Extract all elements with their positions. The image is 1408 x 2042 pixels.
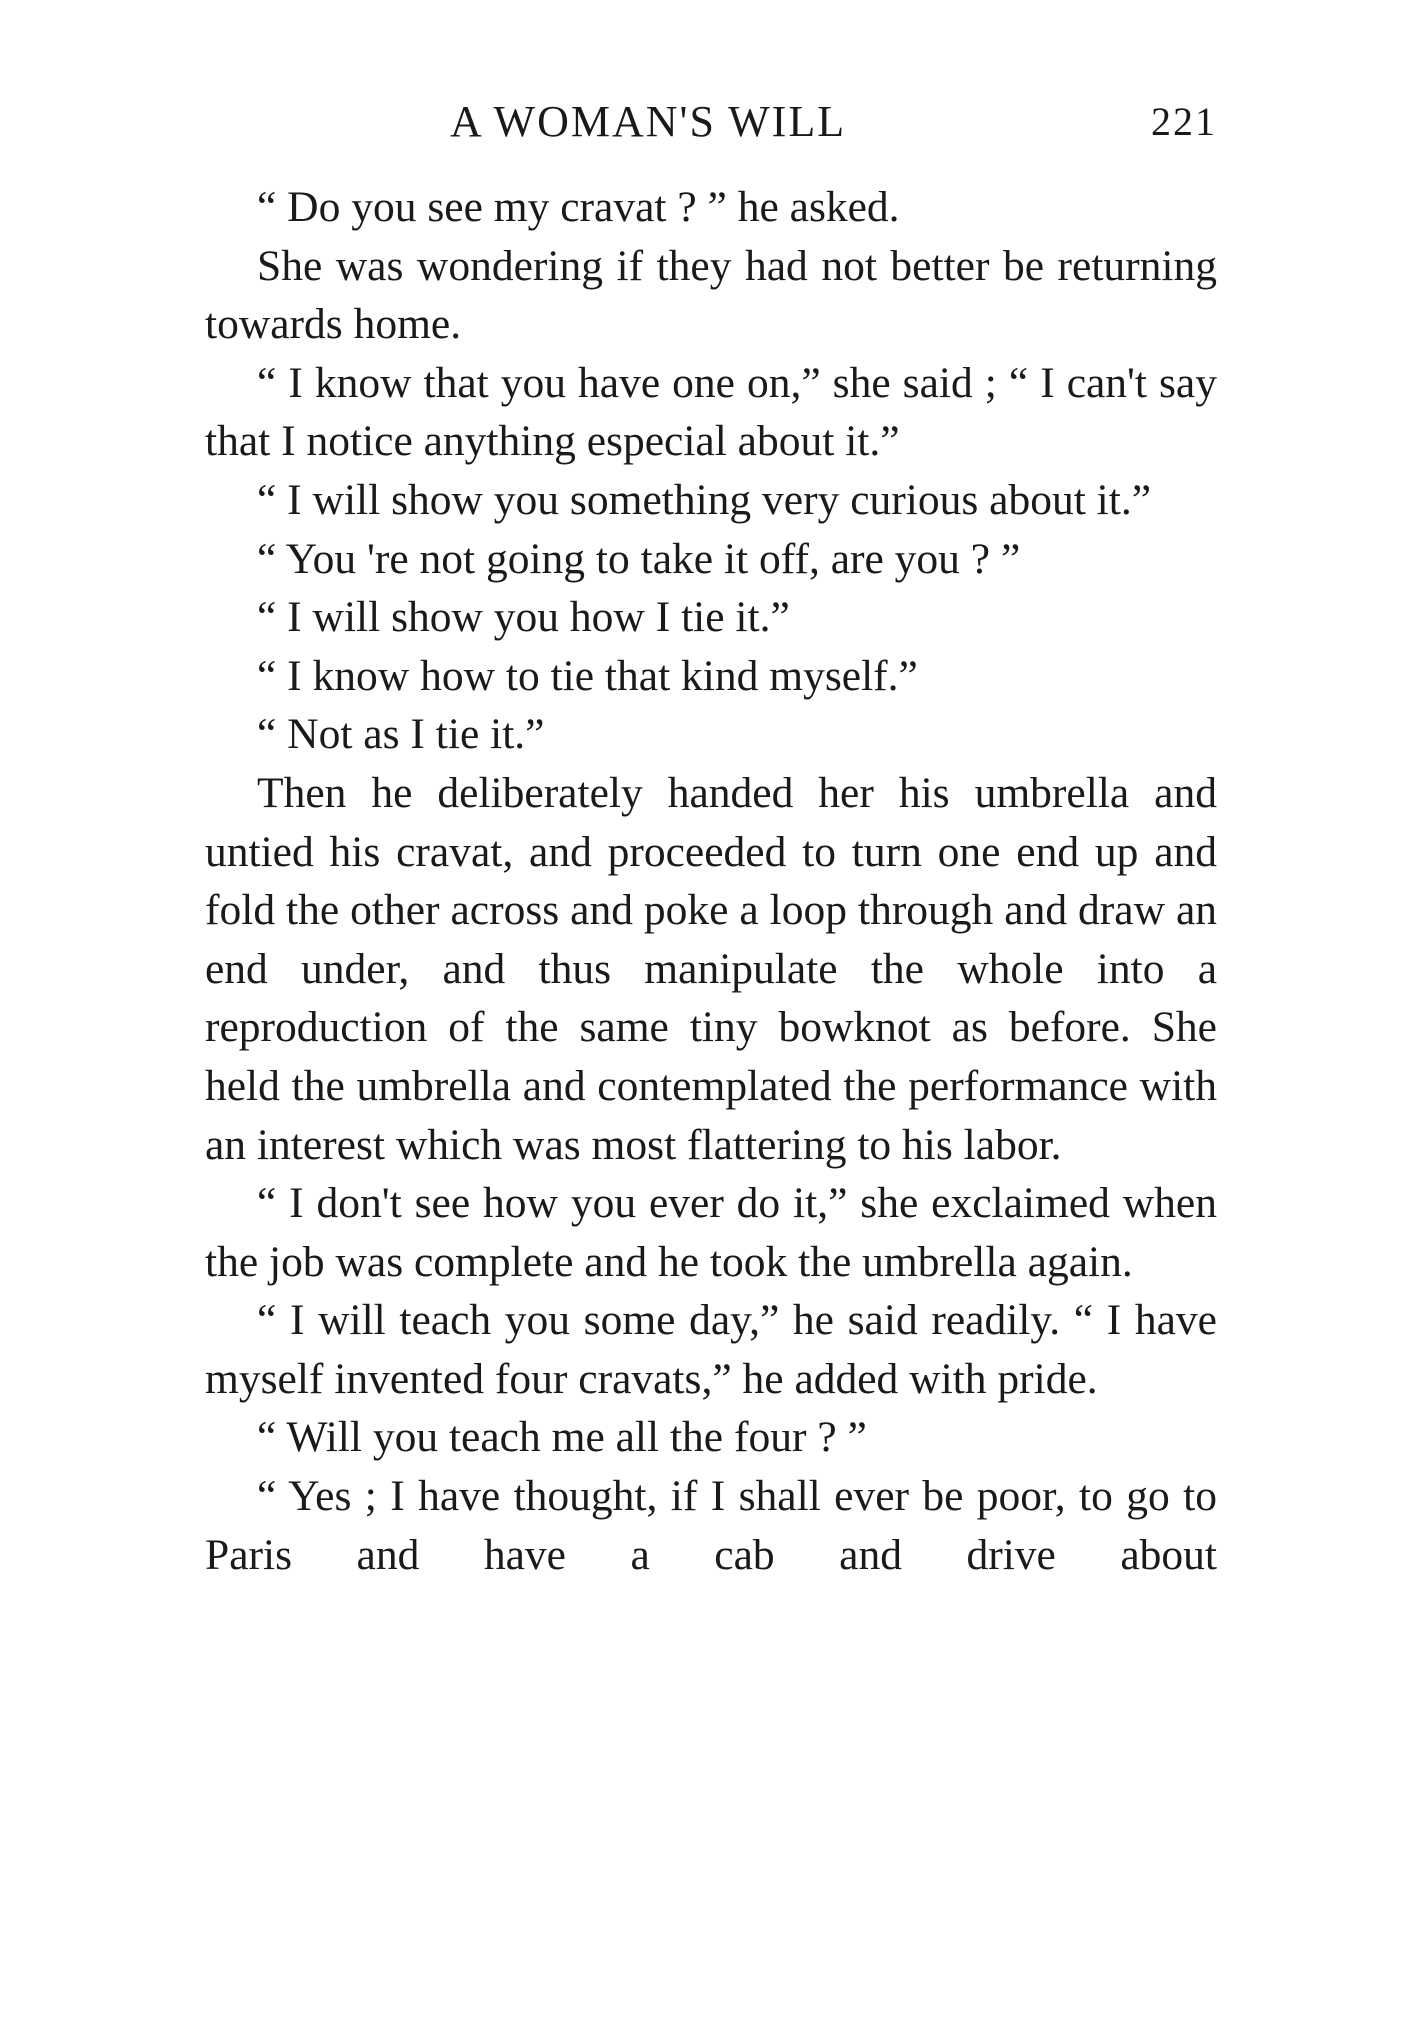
paragraph: “ Will you teach me all the four ? ” xyxy=(257,1413,867,1462)
paragraph: “ I don't see how you ever do it,” she exclaimed when the job was complete and he took the umbrella again. xyxy=(205,1179,1217,1286)
paragraph: “ Not as I tie it.” xyxy=(257,710,545,759)
body-text xyxy=(205,178,1217,1584)
paragraph: “ I will show you how I tie it.” xyxy=(257,593,790,642)
paragraph: “ I know that you have one on,” she said ; “ I can't say that I notice anything especial about it.” xyxy=(205,358,1217,466)
running-title: A WOMAN'S WILL xyxy=(450,97,847,146)
page-number: 221 xyxy=(1151,99,1217,144)
paragraph: She was wondering if they had not better be returning towards home. xyxy=(205,241,1217,349)
paragraph: Then he deliberately handed her his umbrella and untied his cravat, and proceeded to turn one end up and fold the other across and poke a loop through and draw an end under, and thus manipulate the whole into a reproduction of the same tiny bowknot as before. She held the umbrella and contemplated the performance with an interest which was most flattering to his labor. xyxy=(205,768,1217,1169)
paragraph: “ I will teach you some day,” he said readily. “ I have myself invented four cravats,” he added with pride. xyxy=(205,1296,1217,1403)
paragraph: “ You 're not going to take it off, are you ? ” xyxy=(257,534,1021,583)
paragraph: “ Do you see my cravat ? ” he asked. xyxy=(257,183,900,231)
paragraph: “ I will show you something very curious about it.” xyxy=(257,475,1152,524)
page-header xyxy=(205,92,1217,152)
paragraph: “ I know how to tie that kind myself.” xyxy=(257,651,918,700)
paragraph: “ Yes ; I have thought, if I shall ever be poor, to go to Paris and have a cab and drive about xyxy=(205,1472,1217,1579)
